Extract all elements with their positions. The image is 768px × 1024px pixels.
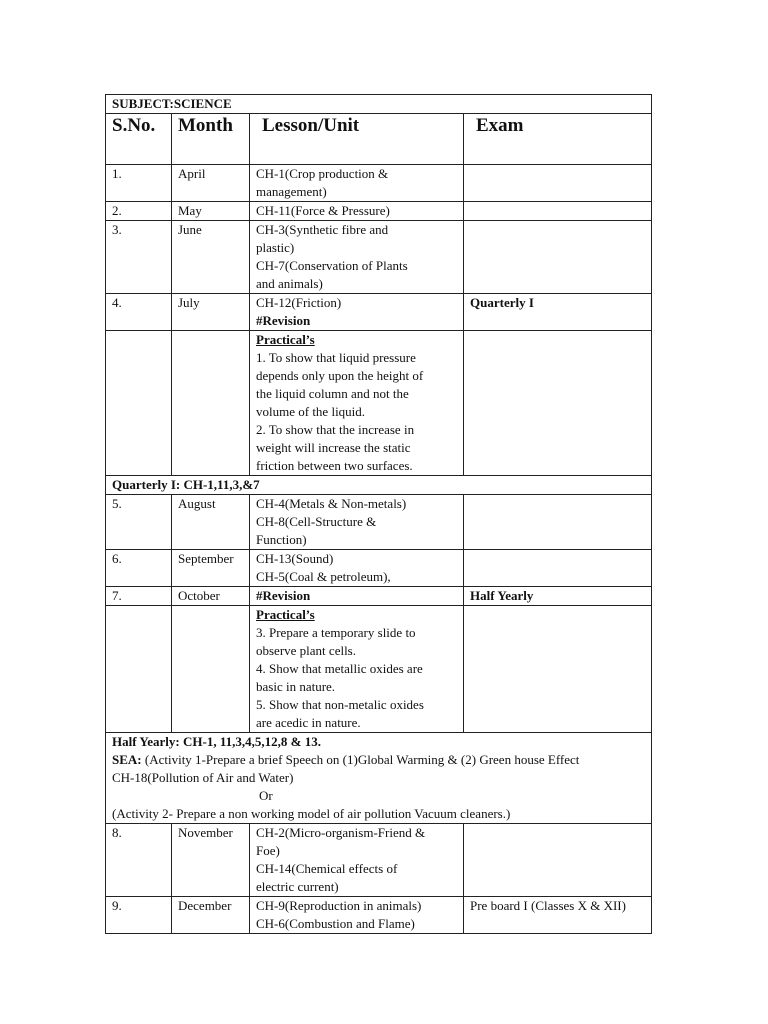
header-month: Month	[172, 114, 250, 165]
lesson-cell	[250, 824, 464, 897]
month-cell: July	[172, 294, 250, 331]
quarterly-note: Quarterly I: CH-1,11,3,&7	[106, 476, 652, 495]
table-row	[106, 606, 652, 733]
exam-cell	[464, 331, 652, 476]
table-row	[106, 165, 652, 202]
lesson-cell	[250, 221, 464, 294]
table-row	[106, 733, 652, 824]
exam-cell	[464, 221, 652, 294]
header-exam: Exam	[464, 114, 652, 165]
sno-cell: 6.	[106, 550, 172, 587]
sno-cell: 1.	[106, 165, 172, 202]
activity-2-line: (Activity 2- Prepare a non working model of air pollution Vacuum cleaners.)	[112, 806, 511, 821]
sno-cell: 3.	[106, 221, 172, 294]
practical-line: 1. To show that liquid pressure	[256, 350, 416, 365]
month-cell: April	[172, 165, 250, 202]
month-cell: November	[172, 824, 250, 897]
practical-line: basic in nature.	[256, 679, 336, 694]
lesson-line: CH-11(Force & Pressure)	[256, 203, 390, 218]
science-syllabus-table	[105, 94, 652, 934]
lesson-line: CH-6(Combustion and Flame)	[256, 916, 415, 931]
month-cell	[172, 331, 250, 476]
table-row	[106, 331, 652, 476]
lesson-line: and animals)	[256, 276, 323, 291]
lesson-line: CH-12(Friction)	[256, 295, 342, 310]
revision-label: #Revision	[256, 588, 311, 603]
practical-line: observe plant cells.	[256, 643, 356, 658]
lesson-cell	[250, 202, 464, 221]
revision-label: #Revision	[256, 313, 311, 328]
month-cell: October	[172, 587, 250, 606]
practical-line: weight will increase the static	[256, 440, 411, 455]
lesson-line: CH-14(Chemical effects of	[256, 861, 398, 876]
table-row	[106, 897, 652, 934]
header-row	[106, 114, 652, 165]
table-row	[106, 495, 652, 550]
sno-cell: 4.	[106, 294, 172, 331]
header-lesson: Lesson/Unit	[250, 114, 464, 165]
lesson-cell	[250, 294, 464, 331]
sea-chapter-line: CH-18(Pollution of Air and Water)	[112, 770, 294, 785]
sea-line	[112, 751, 645, 769]
half-yearly-title: Half Yearly: CH-1, 11,3,4,5,12,8 & 13.	[112, 734, 321, 749]
lesson-cell	[250, 897, 464, 934]
lesson-line: plastic)	[256, 240, 295, 255]
practical-line: friction between two surfaces.	[256, 458, 413, 473]
sno-cell: 9.	[106, 897, 172, 934]
lesson-cell	[250, 550, 464, 587]
exam-cell	[464, 824, 652, 897]
table-row	[106, 294, 652, 331]
month-cell: August	[172, 495, 250, 550]
practical-line: volume of the liquid.	[256, 404, 366, 419]
month-cell: September	[172, 550, 250, 587]
lesson-cell	[250, 587, 464, 606]
lesson-line: electric current)	[256, 879, 339, 894]
lesson-cell	[250, 495, 464, 550]
month-cell	[172, 606, 250, 733]
table-row	[106, 202, 652, 221]
sea-text: (Activity 1-Prepare a brief Speech on (1)Global Warming & (2) Green house Effect	[141, 752, 580, 767]
table-row	[106, 824, 652, 897]
practical-line: 3. Prepare a temporary slide to	[256, 625, 416, 640]
month-cell: December	[172, 897, 250, 934]
table-row	[106, 550, 652, 587]
exam-cell	[464, 165, 652, 202]
sno-cell	[106, 331, 172, 476]
lesson-cell	[250, 165, 464, 202]
practical-line: 5. Show that non-metalic oxides	[256, 697, 424, 712]
lesson-line: CH-9(Reproduction in animals)	[256, 898, 422, 913]
month-cell: May	[172, 202, 250, 221]
sno-cell	[106, 606, 172, 733]
sno-cell: 7.	[106, 587, 172, 606]
sea-label: SEA:	[112, 752, 142, 767]
table-row	[106, 587, 652, 606]
practicals-cell	[250, 331, 464, 476]
practical-line: are acedic in nature.	[256, 715, 361, 730]
table-row	[106, 476, 652, 495]
practicals-cell	[250, 606, 464, 733]
table-row	[106, 221, 652, 294]
lesson-line: CH-8(Cell-Structure &	[256, 514, 377, 529]
practical-line: the liquid column and not the	[256, 386, 409, 401]
lesson-line: Foe)	[256, 843, 280, 858]
exam-cell: Pre board I (Classes X & XII)	[464, 897, 652, 934]
exam-cell	[464, 606, 652, 733]
exam-cell	[464, 550, 652, 587]
practical-line: 2. To show that the increase in	[256, 422, 415, 437]
lesson-line: Function)	[256, 532, 307, 547]
lesson-line: CH-1(Crop production &	[256, 166, 389, 181]
lesson-line: CH-4(Metals & Non-metals)	[256, 496, 407, 511]
sno-cell: 2.	[106, 202, 172, 221]
exam-cell	[464, 495, 652, 550]
lesson-line: CH-3(Synthetic fibre and	[256, 222, 389, 237]
exam-cell	[464, 202, 652, 221]
month-cell: June	[172, 221, 250, 294]
subject-title: SUBJECT:SCIENCE	[106, 95, 652, 114]
practicals-heading: Practical’s	[256, 607, 315, 622]
lesson-line: CH-5(Coal & petroleum),	[256, 569, 391, 584]
practical-line: 4. Show that metallic oxides are	[256, 661, 423, 676]
lesson-line: CH-13(Sound)	[256, 551, 334, 566]
lesson-line: CH-7(Conservation of Plants	[256, 258, 408, 273]
exam-cell: Half Yearly	[464, 587, 652, 606]
sno-cell: 8.	[106, 824, 172, 897]
exam-cell: Quarterly I	[464, 294, 652, 331]
or-separator: Or	[259, 788, 273, 803]
half-yearly-note	[106, 733, 652, 824]
practicals-heading: Practical’s	[256, 332, 315, 347]
practical-line: depends only upon the height of	[256, 368, 424, 383]
header-sno: S.No.	[106, 114, 172, 165]
lesson-line: management)	[256, 184, 327, 199]
sno-cell: 5.	[106, 495, 172, 550]
lesson-line: CH-2(Micro-organism-Friend &	[256, 825, 426, 840]
